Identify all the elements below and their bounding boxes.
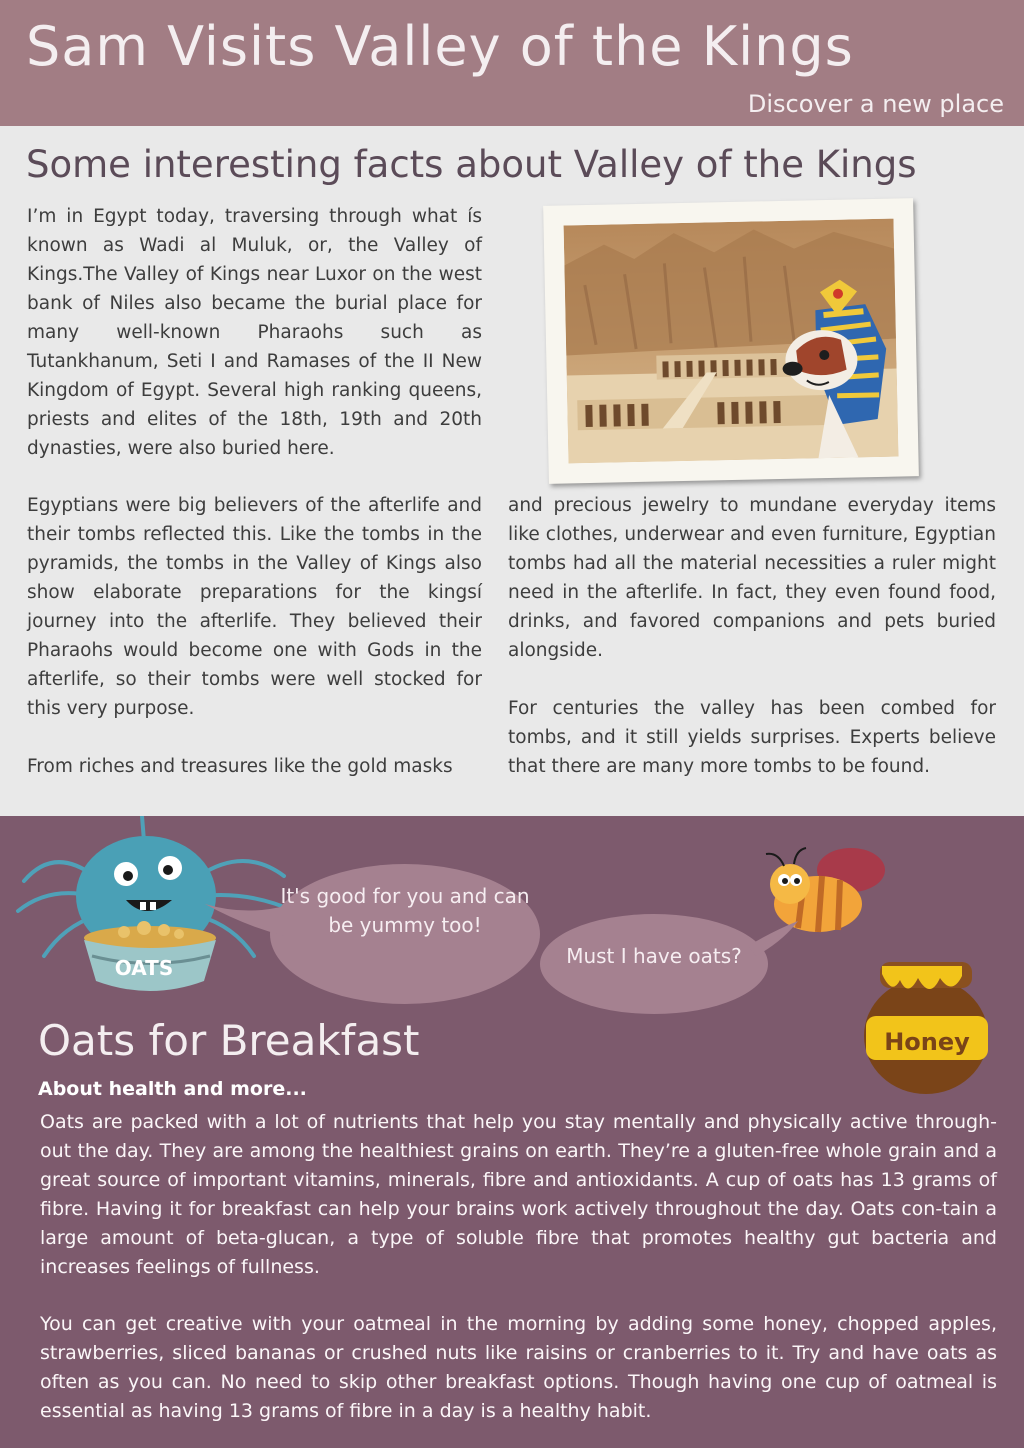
photo-frame [543,198,919,484]
oats-subheading: About health and more... [38,1078,307,1100]
speech-bubble-left-tail [205,896,285,946]
facts-paragraph-4: and precious jewelry to mundane everyday items like clothes, underwear and even furniture, Egyptian tombs had all the material necessities a ruler might need in the afterlife. In fact, they even found food, drinks, and favored companions and pets buried alongside. [508,495,996,661]
facts-section [0,126,1024,816]
honey-jar-illustration [862,956,992,1096]
oats-paragraph-2: You can get creative with your oatmeal in the morning by adding some honey, chopped apples, strawberries, sliced bananas or crushed nuts like raisins or cranberries to it. Try and have oats as often as you can. No need to skip other breakfast options. Though having one cup of oatmeal is essential as having 13 grams of fibre in a day is a healthy habit. [40,1313,997,1422]
honey-jar-label: Honey [884,1028,970,1056]
oats-section [0,816,1024,1448]
header-banner [0,0,1024,126]
oats-heading: Oats for Breakfast [38,1016,420,1065]
facts-paragraph-1: I’m in Egypt today, traversing through what ís known as Wadi al Muluk, or, the Valley of Kings.The Valley of Kings near Luxor on the west bank of Niles also became the burial place for many well-known Pharaohs such as Tutankhanum, Seti I and Ramases of the II New Kingdom of Egypt. Several high ranking queens, priests and elites of the 18th, 19th and 20th dynasties, were also buried here. [27,206,482,459]
facts-paragraph-3: From riches and treasures like the gold masks [27,756,453,777]
facts-paragraph-2: Egyptians were big believers of the afterlife and their tombs reflected this. Like the tombs in the pyramids, the tombs in the Valley of Kings also show elaborate preparations for the kingsí journey into the afterlife. They believed their Pharaohs would become one with Gods in the afterlife, so their tombs were well stocked for this very purpose. [27,495,482,719]
page-title: Sam Visits Valley of the Kings [26,15,854,78]
oats-paragraph-1: Oats are packed with a lot of nutrients that help you stay mentally and physically active through-out the day. They are among the healthiest grains on earth. They’re a gluten-free whole grain and a great source of important vitamins, minerals, fibre and antioxidants. A cup of oats has 13 grams of fibre. Having it for breakfast can help your brains work actively throughout the day. Oats con-tain a large amount of beta-glucan, a type of soluble fibre that promotes healthy gut bacteria and increases feelings of fullness. [40,1111,997,1278]
oats-bowl-label: OATS [114,956,174,980]
speech-bubble-right-text: Must I have oats? [566,944,742,968]
temple-photo-illustration [564,219,899,464]
facts-heading: Some interesting facts about Valley of the Kings [26,143,917,186]
page-subtitle: Discover a new place [747,90,1004,118]
facts-paragraph-5: For centuries the valley has been combed for tombs, and it still yields surprises. Experts believe that there are many more tombs to be found. [508,698,996,777]
speech-bubble-left-text: It's good for you and can be yummy too! [280,884,530,937]
